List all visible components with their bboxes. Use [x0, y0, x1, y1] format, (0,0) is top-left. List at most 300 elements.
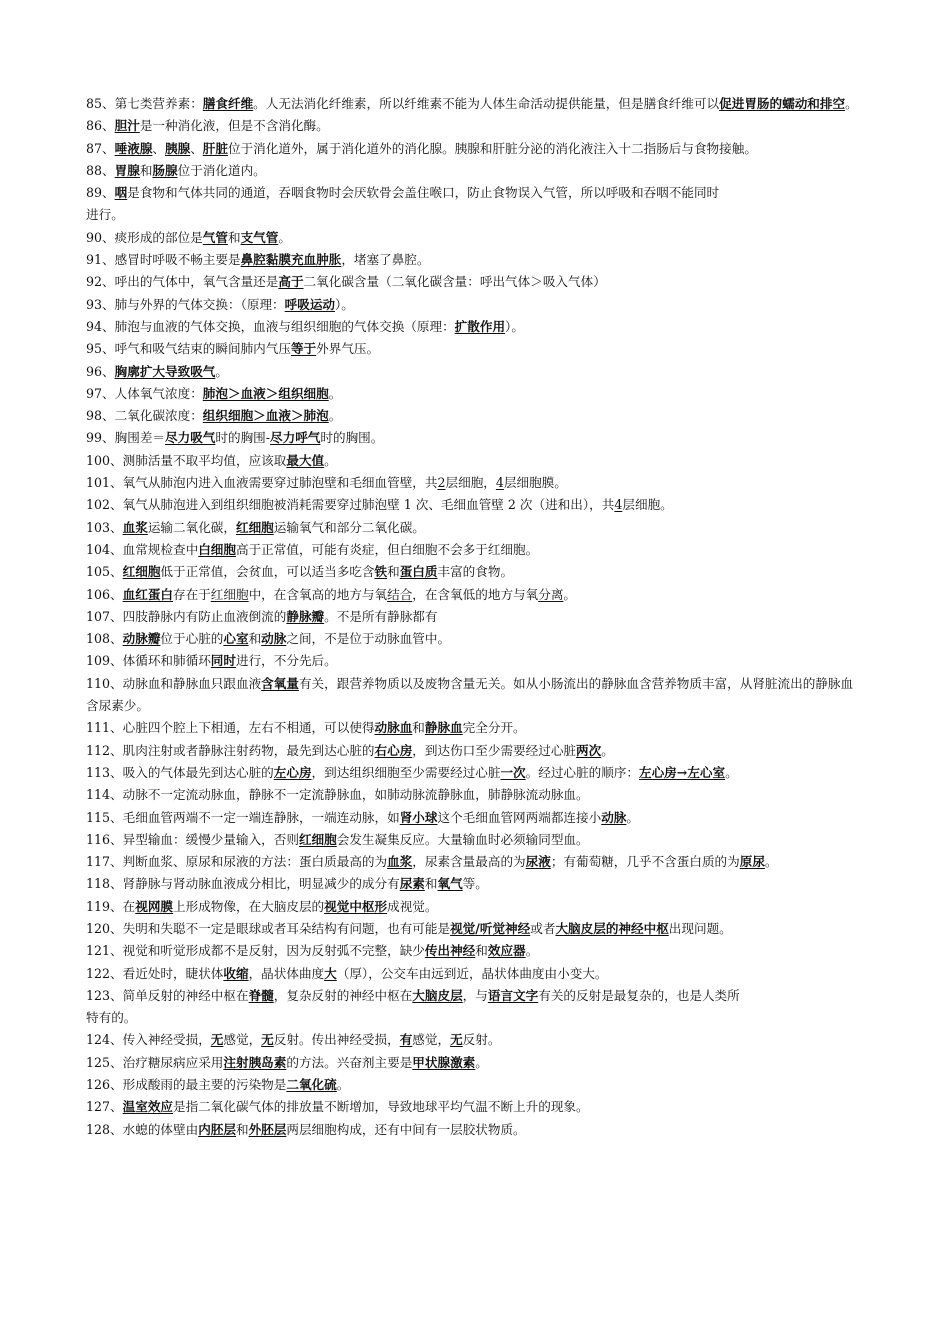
item-text: 和 — [475, 943, 488, 959]
knowledge-point — [86, 896, 868, 918]
knowledge-point — [86, 517, 868, 539]
item-text: 、吸入的气体最先到达心脏的 — [110, 764, 274, 780]
item-number: 127 — [86, 1099, 111, 1115]
keyword-term: 两次 — [576, 742, 602, 758]
item-text: 。经过心脏的顺序： — [525, 764, 639, 780]
item-text: 、治疗糖尿病应采用 — [110, 1054, 224, 1070]
item-text: ，尿素含量最高的为 — [412, 854, 526, 870]
document-page — [86, 93, 868, 1141]
text-line — [86, 427, 868, 449]
item-number: 108 — [86, 631, 111, 647]
item-text: 时的胸围- — [215, 430, 271, 446]
item-text: 、简单反射的神经中枢在 — [110, 987, 249, 1003]
knowledge-point — [86, 1119, 868, 1141]
keyword-term: 含氧量 — [261, 675, 299, 691]
item-text: 。不是所有静脉都有 — [324, 608, 438, 624]
keyword-term: 血浆 — [387, 854, 413, 870]
item-text: 中，在含氧高的地方与氧 — [248, 586, 388, 602]
knowledge-point — [86, 115, 868, 137]
keyword-term: 大脑皮层 — [412, 987, 463, 1003]
item-text: 。 — [601, 742, 614, 758]
text-line — [86, 338, 868, 360]
keyword-term: 血浆 — [122, 519, 148, 535]
keyword-term: 温室效应 — [122, 1099, 174, 1115]
underlined-text: 分离 — [538, 586, 564, 602]
knowledge-point — [86, 383, 868, 405]
item-text: ）。 — [335, 296, 354, 312]
item-text: 和 — [139, 162, 153, 178]
item-text: 或者 — [530, 920, 556, 936]
knowledge-point — [86, 93, 868, 115]
item-text: 、失明和失聪不一定是眼球或者耳朵结构有问题，也有可能是 — [110, 920, 451, 936]
item-text: 是一种消化液，但是不含消化酶。 — [139, 118, 329, 134]
item-number: 109 — [86, 653, 111, 669]
knowledge-point — [86, 427, 868, 449]
knowledge-point — [86, 472, 868, 494]
item-text: 进行，不分先后。 — [235, 653, 337, 669]
item-text: 、 — [102, 162, 115, 178]
keyword-term: 语言文字 — [487, 987, 539, 1003]
item-text: 外界气压。 — [316, 341, 380, 357]
knowledge-point — [86, 561, 868, 583]
knowledge-point — [86, 717, 868, 739]
item-number: 105 — [86, 564, 111, 580]
item-text: 、传入神经受损， — [110, 1032, 211, 1048]
keyword-term: 视网膜 — [135, 898, 174, 914]
keyword-term: 氧气 — [437, 876, 463, 892]
item-text: 、测肺活量不取平均值，应该取 — [110, 452, 287, 468]
item-text: ，复杂反射的神经中枢在 — [273, 987, 413, 1003]
text-line — [86, 294, 868, 316]
keyword-term: 内胚层 — [198, 1121, 236, 1137]
text-line — [86, 762, 868, 784]
knowledge-point — [86, 584, 868, 606]
item-text: 层细胞。 — [622, 497, 673, 513]
keyword-term: 肝脏 — [202, 140, 228, 156]
item-text: 、肺泡与血液的气体交换，血液与组织细胞的气体交换（原理： — [102, 318, 455, 334]
keyword-term: 大 — [324, 965, 337, 981]
keyword-term: 胃腺 — [114, 162, 140, 178]
keyword-term: 传出神经 — [424, 943, 476, 959]
text-line — [86, 204, 868, 226]
item-number: 88 — [86, 162, 103, 178]
text-line — [86, 138, 868, 160]
item-text: 。 — [563, 586, 577, 602]
text-line — [86, 851, 868, 873]
keyword-term: 收缩 — [223, 965, 249, 981]
item-text: 运输二氧化碳， — [147, 519, 236, 535]
item-text: 、胸围差＝ — [102, 430, 165, 446]
text-line — [86, 896, 868, 918]
keyword-term: 红细胞 — [235, 519, 274, 535]
text-line — [86, 650, 868, 672]
keyword-term: 动脉血 — [374, 720, 413, 736]
keyword-term: 脊髓 — [248, 987, 274, 1003]
keyword-term: 无 — [261, 1032, 274, 1048]
item-number: 95 — [86, 341, 103, 357]
item-text: 层细胞， — [445, 475, 496, 491]
item-text: 这个毛细血管网两端都连接小 — [437, 809, 602, 825]
keyword-term: 左心房→左心室 — [638, 764, 726, 780]
item-text: 存在于 — [173, 586, 211, 602]
item-number: 91 — [86, 252, 103, 268]
item-text: ；有葡萄糖，几乎不含蛋白质的为 — [550, 854, 740, 870]
item-number: 117 — [86, 854, 111, 870]
item-text: 位于心脏的 — [160, 631, 224, 647]
item-text: 会发生凝集反应。大量输血时必须输同型血。 — [336, 831, 589, 847]
item-text: 、水螅的体壁由 — [110, 1121, 199, 1137]
text-line — [86, 1096, 868, 1118]
text-line — [86, 985, 868, 1007]
item-number: 118 — [86, 876, 111, 892]
knowledge-point — [86, 1096, 868, 1118]
text-line — [86, 1119, 868, 1141]
item-text: 。人无法消化纤维素，所以纤维素不能为人体生命活动提供能量，但是膳食纤维可以 — [253, 96, 720, 111]
knowledge-point — [86, 807, 868, 829]
item-number: 110 — [86, 675, 111, 691]
item-text: 特有的。 — [86, 1010, 137, 1026]
item-text: 二氧化碳含量（二氧化碳含量：呼出气体＞吸入气体） — [303, 274, 606, 290]
item-text: ）。 — [505, 318, 524, 334]
item-text: 。 — [475, 1054, 488, 1070]
item-text: 和 — [248, 631, 262, 647]
keyword-term: 动脉 — [261, 631, 287, 647]
item-text: 有关的反射是最复杂的，也是人类所 — [538, 987, 740, 1003]
text-line — [86, 405, 868, 427]
item-text: 、 — [152, 140, 165, 156]
knowledge-point — [86, 294, 868, 316]
text-line — [86, 316, 868, 338]
item-text: 低于正常值，会贫血，可以适当多吃含 — [160, 564, 375, 580]
knowledge-point — [86, 539, 868, 561]
item-text: 有关，跟营养物质以及废物含量无关。如从小肠流出的静脉血含营养物质丰富，从肾脏流出的静脉血 — [298, 675, 854, 691]
text-line — [86, 93, 868, 115]
keyword-term: 膳食纤维 — [202, 96, 254, 111]
item-number: 101 — [86, 475, 111, 491]
item-text: 和 — [412, 720, 425, 736]
keyword-term: 肾小球 — [399, 809, 438, 825]
item-text: 运输氧气和部分二氧化碳。 — [273, 519, 425, 535]
item-number: 122 — [86, 965, 111, 981]
item-text: 、肺与外界的气体交换：（原理： — [102, 296, 285, 312]
item-number: 112 — [86, 742, 111, 758]
knowledge-point — [86, 784, 868, 806]
knowledge-point — [86, 963, 868, 985]
keyword-term: 视觉中枢形 — [324, 898, 388, 914]
knowledge-point — [86, 940, 868, 962]
item-text: 反射。传出神经受损， — [273, 1032, 400, 1048]
underlined-text: 4 — [614, 497, 623, 513]
text-line — [86, 383, 868, 405]
underlined-text: 2 — [437, 475, 446, 491]
item-number: 115 — [86, 809, 111, 825]
keyword-term: 胆汁 — [114, 118, 140, 134]
item-text: 丰富的食物。 — [437, 564, 514, 580]
item-text: 。 — [764, 854, 778, 870]
knowledge-point — [86, 1052, 868, 1074]
keyword-term: 同时 — [210, 653, 236, 669]
knowledge-point — [86, 829, 868, 851]
item-text: 、判断血浆、原尿和尿液的方法：蛋白质最高的为 — [110, 854, 388, 870]
item-text: 、形成酸雨的最主要的污染物是 — [110, 1077, 287, 1093]
item-text: 、 — [190, 140, 203, 156]
item-text: 、人体氧气浓度： — [102, 385, 203, 401]
item-text: ，晶状体曲度 — [248, 965, 325, 981]
item-number: 120 — [86, 920, 111, 936]
item-number: 96 — [86, 363, 103, 379]
item-text: 等。 — [462, 876, 488, 892]
text-line — [86, 740, 868, 762]
keyword-term: 组织细胞＞血液＞肺泡 — [202, 408, 329, 424]
item-text: ，到达组织细胞至少需要经过心脏 — [311, 764, 501, 780]
keyword-term: 唾液腺 — [114, 140, 153, 156]
item-text: 和 — [235, 1121, 249, 1137]
keyword-term: 血红蛋白 — [122, 586, 174, 602]
knowledge-point — [86, 182, 868, 227]
keyword-term: 红细胞 — [122, 564, 161, 580]
item-number: 119 — [86, 898, 111, 914]
keyword-term: 尿素 — [399, 876, 425, 892]
keyword-term: 静脉血 — [424, 720, 463, 736]
item-text: 和 — [424, 876, 438, 892]
item-text: 、 — [102, 185, 115, 201]
knowledge-point — [86, 628, 868, 650]
knowledge-point — [86, 405, 868, 427]
text-line — [86, 695, 868, 717]
text-line — [86, 160, 868, 182]
item-text: 位于消化道内。 — [177, 162, 266, 178]
item-text: 的方法。兴奋剂主要是 — [286, 1054, 413, 1070]
knowledge-point — [86, 606, 868, 628]
item-text: 、体循环和肺循环 — [110, 653, 211, 669]
item-text: 。 — [328, 385, 342, 401]
item-number: 97 — [86, 385, 103, 401]
text-line — [86, 227, 868, 249]
item-number: 121 — [86, 943, 111, 959]
keyword-term: 扩散作用 — [454, 318, 506, 334]
item-number: 92 — [86, 274, 103, 290]
knowledge-point-list — [86, 93, 868, 1141]
underlined-text: 红细胞 — [210, 586, 249, 602]
text-line — [86, 829, 868, 851]
text-line — [86, 1007, 868, 1029]
keyword-term: 鼻腔黏膜充血肿胀 — [240, 252, 342, 268]
item-text: 。 — [324, 452, 337, 468]
keyword-term: 一次 — [500, 764, 526, 780]
item-text: 含尿素少。 — [86, 698, 149, 714]
keyword-term: 静脉瓣 — [286, 608, 325, 624]
item-text: 、 — [110, 631, 123, 647]
keyword-term: 肺泡＞血液＞组织细胞 — [202, 385, 329, 401]
text-line — [86, 561, 868, 583]
item-text: 、氧气从肺泡内进入血液需要穿过肺泡壁和毛细血管壁，共 — [110, 475, 438, 491]
keyword-term: 胰腺 — [165, 140, 191, 156]
keyword-term: 气管 — [202, 229, 228, 245]
keyword-term: 白细胞 — [198, 541, 236, 557]
item-text: 、氧气从肺泡进入到组织细胞被消耗需要穿过肺泡壁 1 次、毛细血管壁 2 次（进和出），共 — [110, 497, 615, 513]
text-line — [86, 1052, 868, 1074]
item-text: 成视觉。 — [387, 898, 438, 914]
item-text: ，与 — [462, 987, 488, 1003]
keyword-term: 蛋白质 — [399, 564, 438, 580]
keyword-term: 尽力呼气 — [270, 430, 321, 446]
text-line — [86, 717, 868, 739]
keyword-term: 动脉 — [601, 809, 627, 825]
item-number: 85 — [86, 96, 103, 111]
text-line — [86, 1029, 868, 1051]
keyword-term: 无 — [210, 1032, 224, 1048]
item-number: 90 — [86, 229, 103, 245]
item-number: 111 — [86, 720, 111, 736]
keyword-term: 铁 — [374, 564, 388, 580]
keyword-term: 尽力吸气 — [165, 430, 216, 446]
item-text: 感觉， — [223, 1032, 262, 1048]
item-text: 、视觉和听觉形成都不是反射，因为反射弧不完整，缺少 — [110, 943, 425, 959]
item-number: 116 — [86, 831, 111, 847]
item-text: 、 — [110, 564, 123, 580]
item-text: 、四肢静脉内有防止血液倒流的 — [110, 608, 287, 624]
text-line — [86, 963, 868, 985]
item-text: 、异型输血：缓慢少量输入，否则 — [110, 831, 299, 847]
keyword-term: 尿液 — [525, 854, 551, 870]
item-number: 93 — [86, 296, 103, 312]
text-line — [86, 940, 868, 962]
knowledge-point — [86, 918, 868, 940]
item-text: 位于消化道外，属于消化道外的消化腺。胰腺和肝脏分泌的消化液注入十二指肠后与食物接触。 — [227, 140, 757, 156]
item-text: ，到达伤口至少需要经过心脏 — [412, 742, 577, 758]
keyword-term: 右心房 — [374, 742, 413, 758]
text-line — [86, 807, 868, 829]
keyword-term: 红细胞 — [298, 831, 337, 847]
keyword-term: 胸廓扩大导致吸气 — [114, 363, 216, 379]
knowledge-point — [86, 249, 868, 271]
item-text: 、毛细血管两端不一定一端连静脉，一端连动脉，如 — [110, 809, 400, 825]
knowledge-point — [86, 338, 868, 360]
text-line — [86, 673, 868, 695]
text-line — [86, 539, 868, 561]
item-number: 103 — [86, 519, 111, 535]
item-number: 89 — [86, 185, 103, 201]
keyword-term: 动脉瓣 — [122, 631, 161, 647]
knowledge-point — [86, 985, 868, 1030]
item-text: 和 — [387, 564, 400, 580]
keyword-term: 咽 — [114, 185, 128, 201]
item-text: 、 — [102, 363, 115, 379]
knowledge-point — [86, 762, 868, 784]
text-line — [86, 182, 868, 204]
text-line — [86, 450, 868, 472]
keyword-term: 效应器 — [487, 943, 526, 959]
item-number: 98 — [86, 408, 103, 424]
knowledge-point — [86, 1029, 868, 1051]
text-line — [86, 361, 868, 383]
item-text: 、第七类营养素： — [102, 96, 203, 111]
item-text: 。 — [525, 943, 539, 959]
text-line — [86, 628, 868, 650]
item-number: 94 — [86, 318, 103, 334]
item-number: 126 — [86, 1077, 111, 1093]
keyword-term: 心室 — [223, 631, 249, 647]
keyword-term: 甲状腺激素 — [412, 1054, 476, 1070]
text-line — [86, 584, 868, 606]
text-line — [86, 918, 868, 940]
knowledge-point — [86, 450, 868, 472]
item-text: 、二氧化碳浓度： — [102, 408, 203, 424]
item-number: 123 — [86, 987, 111, 1003]
keyword-term: 高于 — [278, 274, 304, 290]
item-text: 、 — [102, 140, 115, 156]
item-text: ，在含氧低的地方与氧 — [412, 586, 539, 602]
item-number: 114 — [86, 787, 111, 803]
item-text: 。 — [328, 408, 342, 424]
item-text: 出现问题。 — [668, 920, 732, 936]
knowledge-point — [86, 673, 868, 718]
keyword-term: 原尿 — [739, 854, 765, 870]
keyword-term: 促进胃肠的蠕动和排空 — [719, 96, 846, 111]
item-text: （厚），公交车由远到近，晶状体曲度由小变大。 — [336, 965, 608, 981]
knowledge-point — [86, 494, 868, 516]
item-text: 、血常规检查中 — [110, 541, 199, 557]
item-text: 、动脉血和静脉血只跟血液 — [110, 675, 262, 691]
item-text: 、感冒时呼吸不畅主要是 — [102, 252, 241, 268]
knowledge-point — [86, 851, 868, 873]
text-line — [86, 606, 868, 628]
item-number: 125 — [86, 1054, 111, 1070]
knowledge-point — [86, 873, 868, 895]
item-text: 、肌肉注射或者静脉注射药物，最先到达心脏的 — [110, 742, 375, 758]
item-text: 上形成物像，在大脑皮层的 — [173, 898, 325, 914]
item-text: 、肾静脉与肾动脉血液成分相比，明显减少的成分有 — [110, 876, 400, 892]
item-text: 时的胸围。 — [320, 430, 384, 446]
keyword-term: 二氧化硫 — [286, 1077, 337, 1093]
item-text: 、 — [110, 1099, 123, 1115]
item-number: 128 — [86, 1121, 111, 1137]
text-line — [86, 472, 868, 494]
item-text: 是食物和气体共同的通道，吞咽食物时会厌软骨会盖住喉口，防止食物误入气管，所以呼吸和吞咽不能同时 — [127, 185, 720, 201]
keyword-term: 支气管 — [240, 229, 279, 245]
item-text: 。 — [845, 96, 858, 111]
knowledge-point — [86, 138, 868, 160]
keyword-term: 无 — [450, 1032, 463, 1048]
item-text: 、 — [102, 118, 115, 134]
item-text: 。 — [336, 1077, 350, 1093]
item-text: 、痰形成的部位是 — [102, 229, 203, 245]
keyword-term: 左心房 — [273, 764, 312, 780]
keyword-term: 注射胰岛素 — [223, 1054, 287, 1070]
text-line — [86, 873, 868, 895]
item-text: 感觉， — [412, 1032, 451, 1048]
text-line — [86, 1074, 868, 1096]
item-text: 。 — [278, 229, 291, 245]
item-number: 86 — [86, 118, 103, 134]
knowledge-point — [86, 650, 868, 672]
item-number: 87 — [86, 140, 103, 156]
underlined-text: 4 — [495, 475, 504, 491]
item-text: 进行。 — [86, 207, 124, 223]
knowledge-point — [86, 361, 868, 383]
text-line — [86, 249, 868, 271]
item-number: 106 — [86, 586, 111, 602]
keyword-term: 有 — [399, 1032, 413, 1048]
item-text: 、看近处时，睫状体 — [110, 965, 224, 981]
keyword-term: 呼吸运动 — [284, 296, 336, 312]
underlined-text: 结合 — [387, 586, 413, 602]
knowledge-point — [86, 316, 868, 338]
knowledge-point — [86, 227, 868, 249]
item-text: 、心脏四个腔上下相通，左右不相通，可以使得 — [110, 720, 375, 736]
keyword-term: 最大值 — [286, 452, 325, 468]
item-text: 。 — [725, 764, 738, 780]
